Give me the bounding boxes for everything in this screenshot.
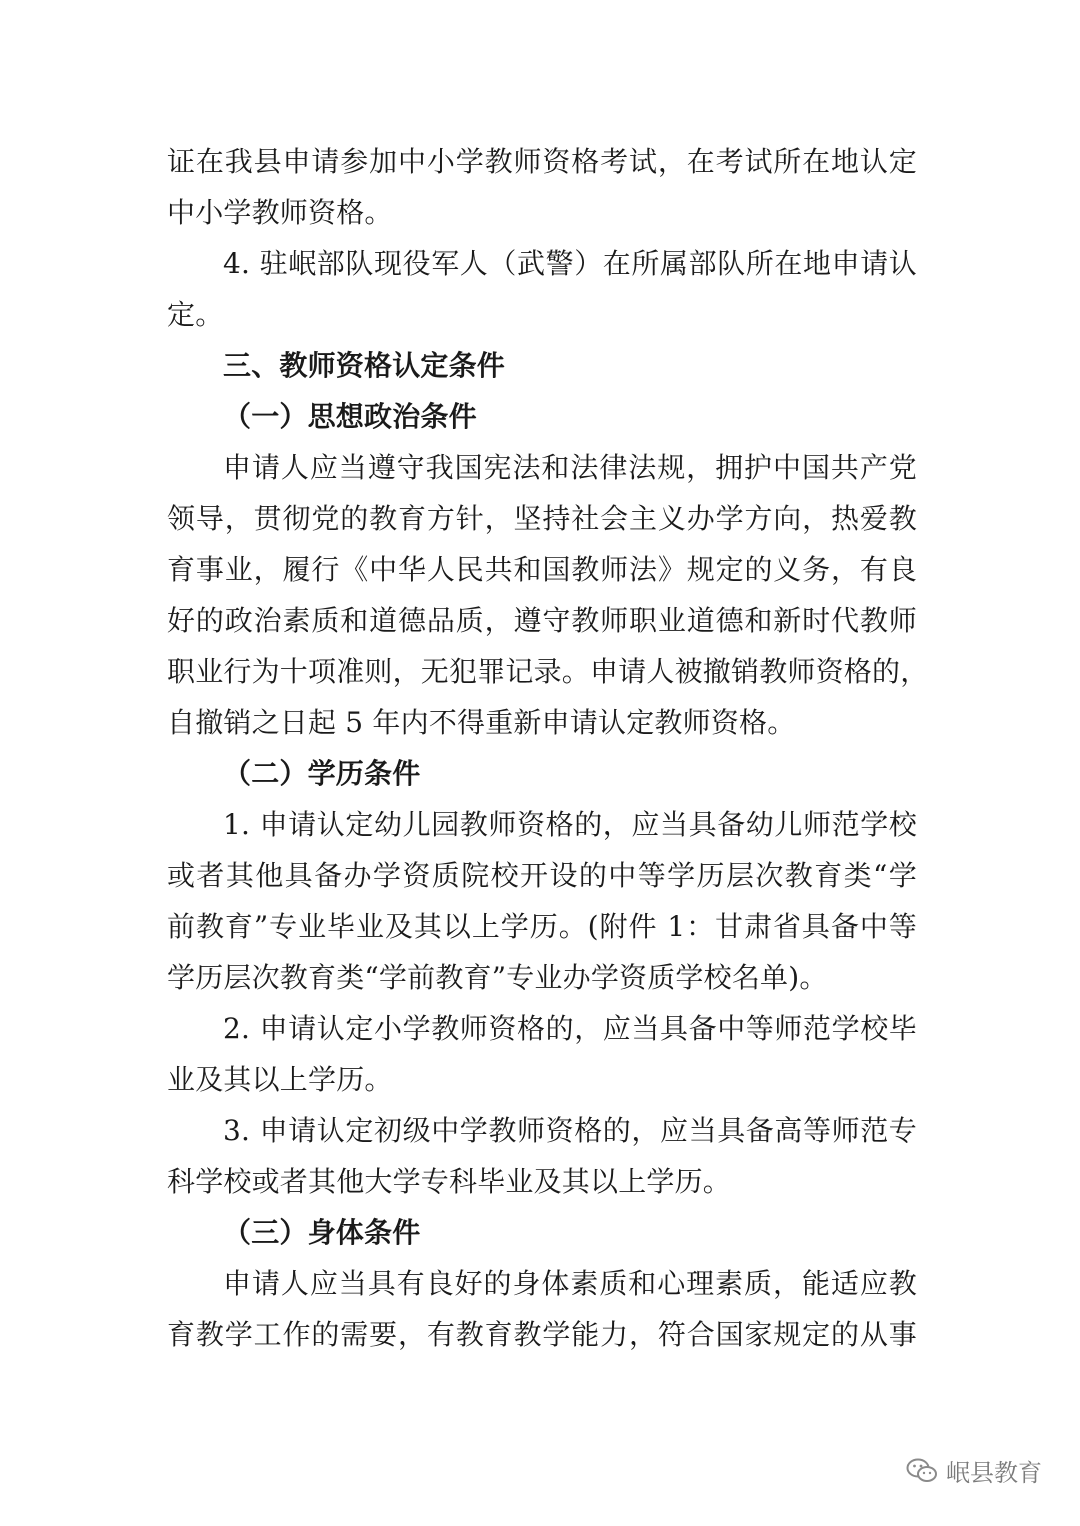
text-line: 定。 [167,298,224,331]
text-line: 育教学工作的需要，有教育教学能力，符合国家规定的从事 [167,1318,917,1351]
section-heading: （三）身体条件 [223,1216,421,1249]
section-heading: （一）思想政治条件 [223,400,477,433]
text-line: 前教育”专业毕业及其以上学历。(附件 1：甘肃省具备中等 [167,910,917,943]
section-heading: （二）学历条件 [223,757,421,790]
text-line: 4. 驻岷部队现役军人（武警）在所属部队所在地申请认 [223,247,917,280]
text-line: 学历层次教育类“学前教育”专业办学资质学校名单)。 [167,961,828,994]
text-line: 业及其以上学历。 [167,1063,393,1096]
text-line: 申请人应当遵守我国宪法和法律法规，拥护中国共产党 [223,451,917,484]
text-line: 职业行为十项准则，无犯罪记录。申请人被撤销教师资格的， [167,655,929,688]
text-line: 申请人应当具有良好的身体素质和心理素质，能适应教 [223,1267,917,1300]
watermark-text: 岷县教育 [946,1459,1042,1487]
wechat-icon [906,1457,938,1485]
text-line: 科学校或者其他大学专科毕业及其以上学历。 [167,1165,732,1198]
text-line: 中小学教师资格。 [167,196,393,229]
section-heading: 三、教师资格认定条件 [223,349,506,382]
text-line: 3. 申请认定初级中学教师资格的，应当具备高等师范专 [223,1114,917,1147]
document-page [167,136,929,1360]
text-line: 证在我县申请参加中小学教师资格考试，在考试所在地认定 [167,145,917,178]
text-line: 育事业，履行《中华人民共和国教师法》规定的义务，有良 [167,553,917,586]
text-line: 好的政治素质和道德品质，遵守教师职业道德和新时代教师 [167,604,917,637]
text-line: 领导，贯彻党的教育方针，坚持社会主义办学方向，热爱教 [167,502,917,535]
text-line: 自撤销之日起 5 年内不得重新申请认定教师资格。 [167,706,796,739]
text-line: 或者其他具备办学资质院校开设的中等学历层次教育类“学 [167,859,917,892]
text-line: 2. 申请认定小学教师资格的，应当具备中等师范学校毕 [223,1012,917,1045]
watermark [906,1453,1042,1488]
text-line: 1. 申请认定幼儿园教师资格的，应当具备幼儿师范学校 [223,808,917,841]
